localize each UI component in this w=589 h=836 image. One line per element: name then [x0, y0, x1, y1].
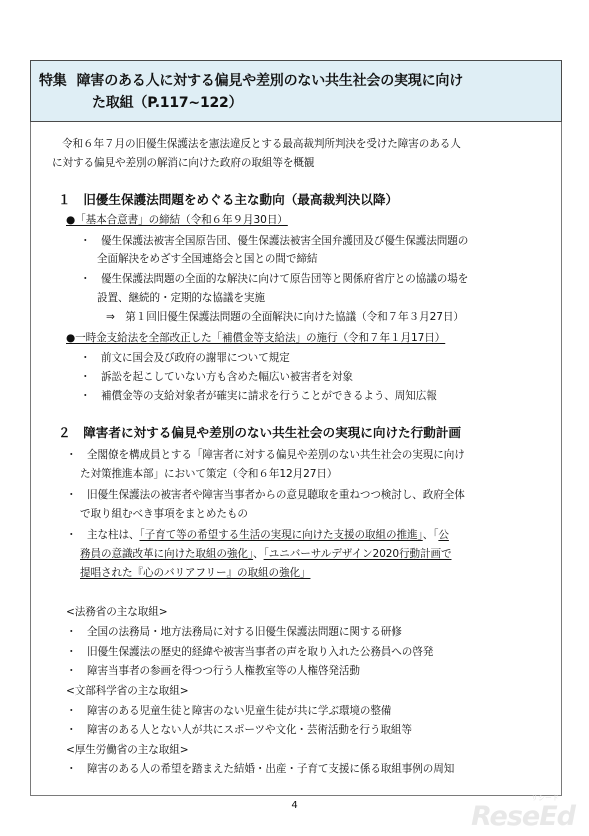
moj-item-3: ・ 障害当事者の参画を得つつ行う人権教室等の人権啓発活動: [66, 665, 360, 677]
section1-item1-line2: 全面解決をめざす全国連絡会と国との間で締結: [97, 253, 318, 265]
section2-title: ２ 障害者に対する偏見や差別のない共生社会の実現に向けた行動計画: [58, 425, 461, 440]
mext-item-1: ・ 障害のある児童生徒と障害のない児童生徒が共に学ぶ環境の整備: [66, 705, 392, 717]
header-title-line1: 障害のある人に対する偏見や差別のない共生社会の実現に向け: [76, 73, 464, 89]
section2-item1-line1: ・ 全閣僚を構成員とする「障害者に対する偏見や差別のない共生社会の実現に向け: [66, 449, 465, 461]
pillar-3-part2: 提唱された『心のバリアフリー』の取組の強化」: [80, 567, 311, 579]
moj-item-2: ・ 旧優生保護法の歴史的経緯や被害当事者の声を取り入れた公務員への啓発: [66, 646, 434, 658]
section1-item5: ・ 訴訟を起こしていない方も含めた幅広い被害者を対象: [80, 371, 353, 383]
mext-item-2: ・ 障害のある人とない人が共にスポーツや文化・芸術活動を行う取組等: [66, 724, 412, 736]
section2-item1-line2: た対策推進本部」において策定（令和６年12月27日）: [80, 468, 338, 480]
intro-line-1: 令和６年７月の旧優生保護法を憲法違反とする最高裁判所判決を受けた障害のある人: [62, 138, 461, 150]
pillar-separator-2: 、: [253, 548, 264, 560]
section1-item6: ・ 補償金等の支給対象者が確実に請求を行うことができるよう、周知広報: [80, 390, 437, 402]
pillar-1: 「子育て等の希望する生活の実現に向けた支援の取組の推進」: [139, 529, 423, 541]
section1-item3: ⇒ 第１回旧優生保護法問題の全面解決に向けた協議（令和７年３月27日）: [106, 311, 464, 323]
section1-item2-line1: ・ 優生保護法問題の全面的な解決に向けて原告団等と関係府省庁との協議の場を: [80, 273, 469, 285]
logo-subtext: リシード: [531, 794, 559, 802]
header-line-1: [39, 70, 553, 92]
section2-item3-line2: [80, 547, 451, 561]
section1-item2-line2: 設置、継続的・定期的な協議を実施: [97, 292, 265, 304]
section1-item4: ・ 前文に国会及び政府の謝罪について規定: [80, 352, 290, 364]
feature-header: [30, 60, 562, 122]
section2-item2-line1: ・ 旧優生保護法の被害者や障害当事者からの意見聴取を重ねつつ検討し、政府全体: [66, 489, 465, 501]
intro-line-2: に対する偏見や差別の解消に向けた政府の取組等を概観: [52, 157, 315, 169]
header-title-line2: た取組（P.117~122）: [92, 95, 243, 111]
pillar-3-part1: 「ユニバーサルデザイン2020行動計画で: [263, 548, 452, 560]
moj-heading: <法務省の主な取組>: [66, 606, 168, 618]
page-number: 4: [291, 800, 298, 811]
section1-sub1: ●「基本合意書」の締結（令和６年９月30日）: [66, 214, 288, 226]
section2-item2-line2: で取り組むべき事項をまとめたもの: [80, 508, 248, 520]
pillar-2-part1: 公: [438, 529, 449, 541]
section2-item3-prefix: ・ 主な柱は、: [66, 529, 140, 541]
pillar-separator-1: 、「: [422, 529, 439, 541]
section1-item1-line1: ・ 優生保護法被害全国原告団、優生保護法被害全国弁護団及び優生保護法問題の: [80, 235, 469, 247]
section1-sub2: ●一時金支給法を全部改正した「補償金等支給法」の施行（令和７年１月17日）: [66, 332, 446, 344]
mhlw-heading: <厚生労働省の主な取組>: [66, 744, 189, 756]
mext-heading: <文部科学省の主な取組>: [66, 685, 189, 697]
pillar-2-part2: 務員の意識改革に向けた取組の強化」: [80, 548, 254, 560]
mhlw-item-1: ・ 障害のある人の希望を踏まえた結婚・出産・子育て支援に係る取組事例の周知: [66, 763, 455, 775]
header-label: 特集: [39, 73, 67, 89]
section1-title: １ 旧優生保護法問題をめぐる主な動向（最高裁判決以降）: [58, 192, 399, 207]
section2-item3-line1: [66, 528, 449, 542]
reseed-logo: ReseEd: [471, 801, 575, 832]
moj-item-1: ・ 全国の法務局・地方法務局に対する旧優生保護法問題に関する研修: [66, 626, 402, 638]
